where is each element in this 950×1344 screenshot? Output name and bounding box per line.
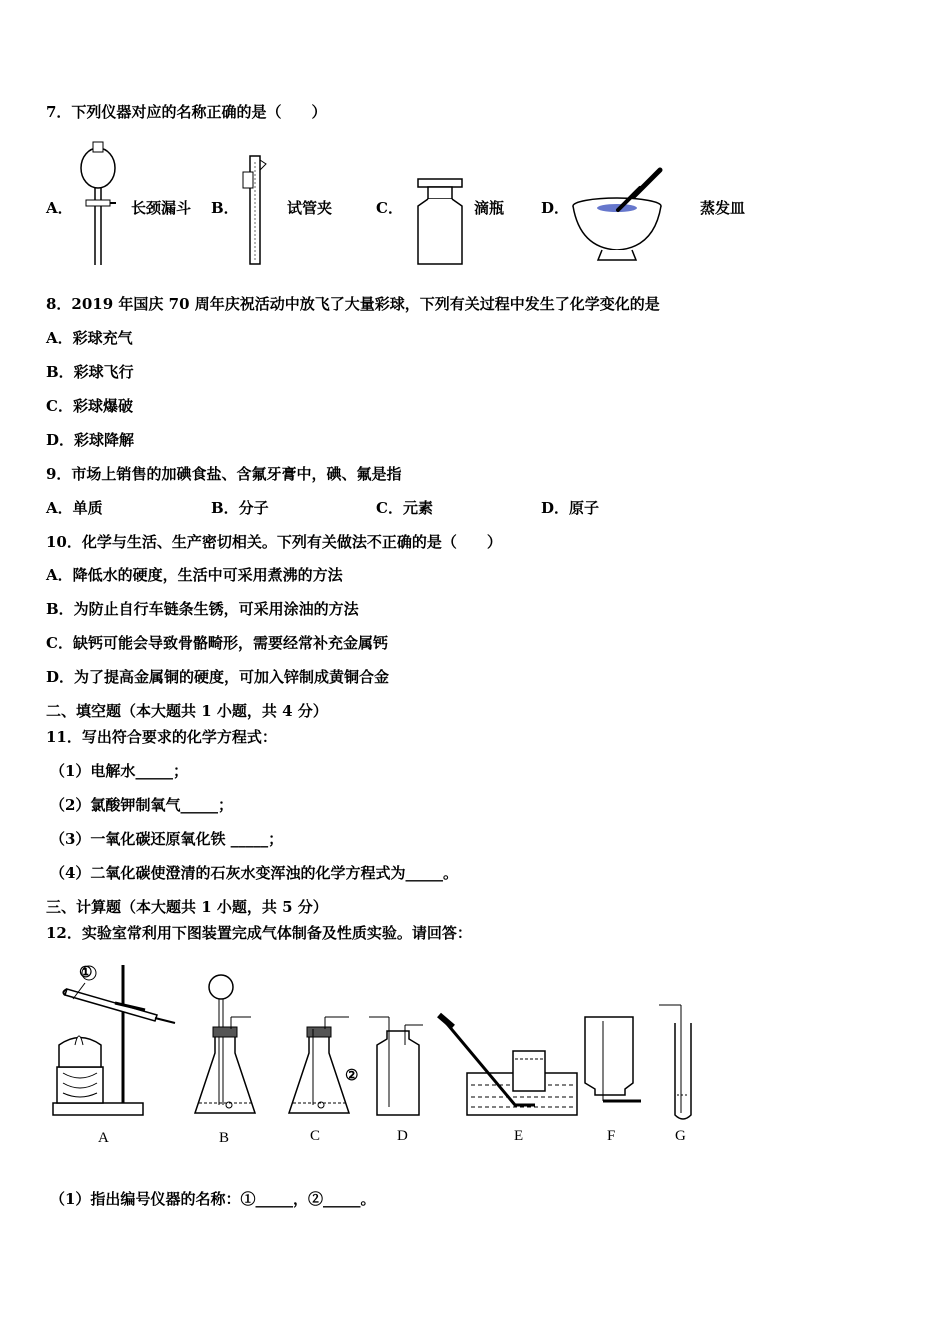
q11-item-1: （1）电解水_____； xyxy=(50,762,188,780)
q8-option-c: C．彩球爆破 xyxy=(46,397,133,415)
label-c: C xyxy=(310,1128,321,1144)
apparatus-f xyxy=(585,1017,641,1101)
q10-option-b: B．为防止自行车链条生锈，可采用涂油的方法 xyxy=(46,600,359,618)
reagent-bottle-figure xyxy=(414,176,466,268)
q7-option-a-letter: A． xyxy=(46,199,73,217)
apparatus-b xyxy=(195,975,255,1113)
test-tube-clamp-figure xyxy=(240,152,270,267)
q7-option-a-name: 长颈漏斗 xyxy=(131,199,192,217)
q11-item-3: （3）一氧化碳还原氧化铁 _____； xyxy=(50,830,284,848)
q7-option-d-letter: D． xyxy=(541,199,570,217)
q7-option-b-name: 试管夹 xyxy=(287,199,333,217)
q10-option-d: D．为了提高金属铜的硬度，可加入锌制成黄铜合金 xyxy=(46,668,390,686)
label-b: B xyxy=(219,1130,230,1146)
q10-stem: 10．化学与生活、生产密切相关。下列有关做法不正确的是（ ） xyxy=(46,533,502,551)
q8-option-b: B．彩球飞行 xyxy=(46,363,134,381)
q7-stem: 7．下列仪器对应的名称正确的是（ ） xyxy=(46,103,327,121)
q9-option-c: C．元素 xyxy=(376,499,433,517)
apparatus-g xyxy=(659,1005,691,1119)
q10-option-c: C．缺钙可能会导致骨骼畸形，需要经常补充金属钙 xyxy=(46,634,388,652)
q9-option-b: B．分子 xyxy=(211,499,269,517)
q8-option-d: D．彩球降解 xyxy=(46,431,135,449)
section2-heading: 二、填空题（本大题共 1 小题，共 4 分） xyxy=(46,702,328,720)
apparatus-a xyxy=(53,965,175,1115)
label-e: E xyxy=(514,1128,524,1144)
separatory-funnel-figure xyxy=(78,140,118,270)
label-d: D xyxy=(397,1128,408,1144)
q11-item-2: （2）氯酸钾制氧气_____； xyxy=(50,796,233,814)
q9-stem: 9．市场上销售的加碘食盐、含氟牙膏中，碘、氟是指 xyxy=(46,465,402,483)
q11-stem: 11．写出符合要求的化学方程式： xyxy=(46,728,277,746)
apparatus-e xyxy=(439,1015,577,1115)
apparatus-figure xyxy=(45,955,745,1155)
q12-sub1: （1）指出编号仪器的名称：①_____，②_____。 xyxy=(50,1190,376,1208)
apparatus-d xyxy=(369,1017,423,1115)
q8-option-a: A．彩球充气 xyxy=(46,329,133,347)
q9-option-d: D．原子 xyxy=(541,499,600,517)
q8-stem: 8．2019 年国庆 70 周年庆祝活动中放飞了大量彩球，下列有关过程中发生了化学变化的是 xyxy=(46,295,660,313)
mortar-pestle-figure xyxy=(570,166,665,266)
marker-2: ② xyxy=(345,1066,359,1084)
q7-option-c-letter: C． xyxy=(376,199,403,217)
q10-option-a: A．降低水的硬度，生活中可采用煮沸的方法 xyxy=(46,566,343,584)
label-a: A xyxy=(98,1130,109,1146)
q7-option-b-letter: B． xyxy=(211,199,239,217)
q9-option-a: A．单质 xyxy=(46,499,103,517)
q12-stem: 12．实验室常利用下图装置完成气体制备及性质实验。请回答： xyxy=(46,924,472,942)
q11-item-4: （4）二氧化碳使澄清的石灰水变浑浊的化学方程式为_____。 xyxy=(50,864,458,882)
marker-1: ① xyxy=(79,963,93,981)
label-g: G xyxy=(675,1128,686,1144)
q7-option-c-name: 滴瓶 xyxy=(474,199,505,217)
apparatus-c xyxy=(289,1017,349,1113)
q7-option-d-name: 蒸发皿 xyxy=(700,199,746,217)
label-f: F xyxy=(607,1128,616,1144)
section3-heading: 三、计算题（本大题共 1 小题，共 5 分） xyxy=(46,898,328,916)
